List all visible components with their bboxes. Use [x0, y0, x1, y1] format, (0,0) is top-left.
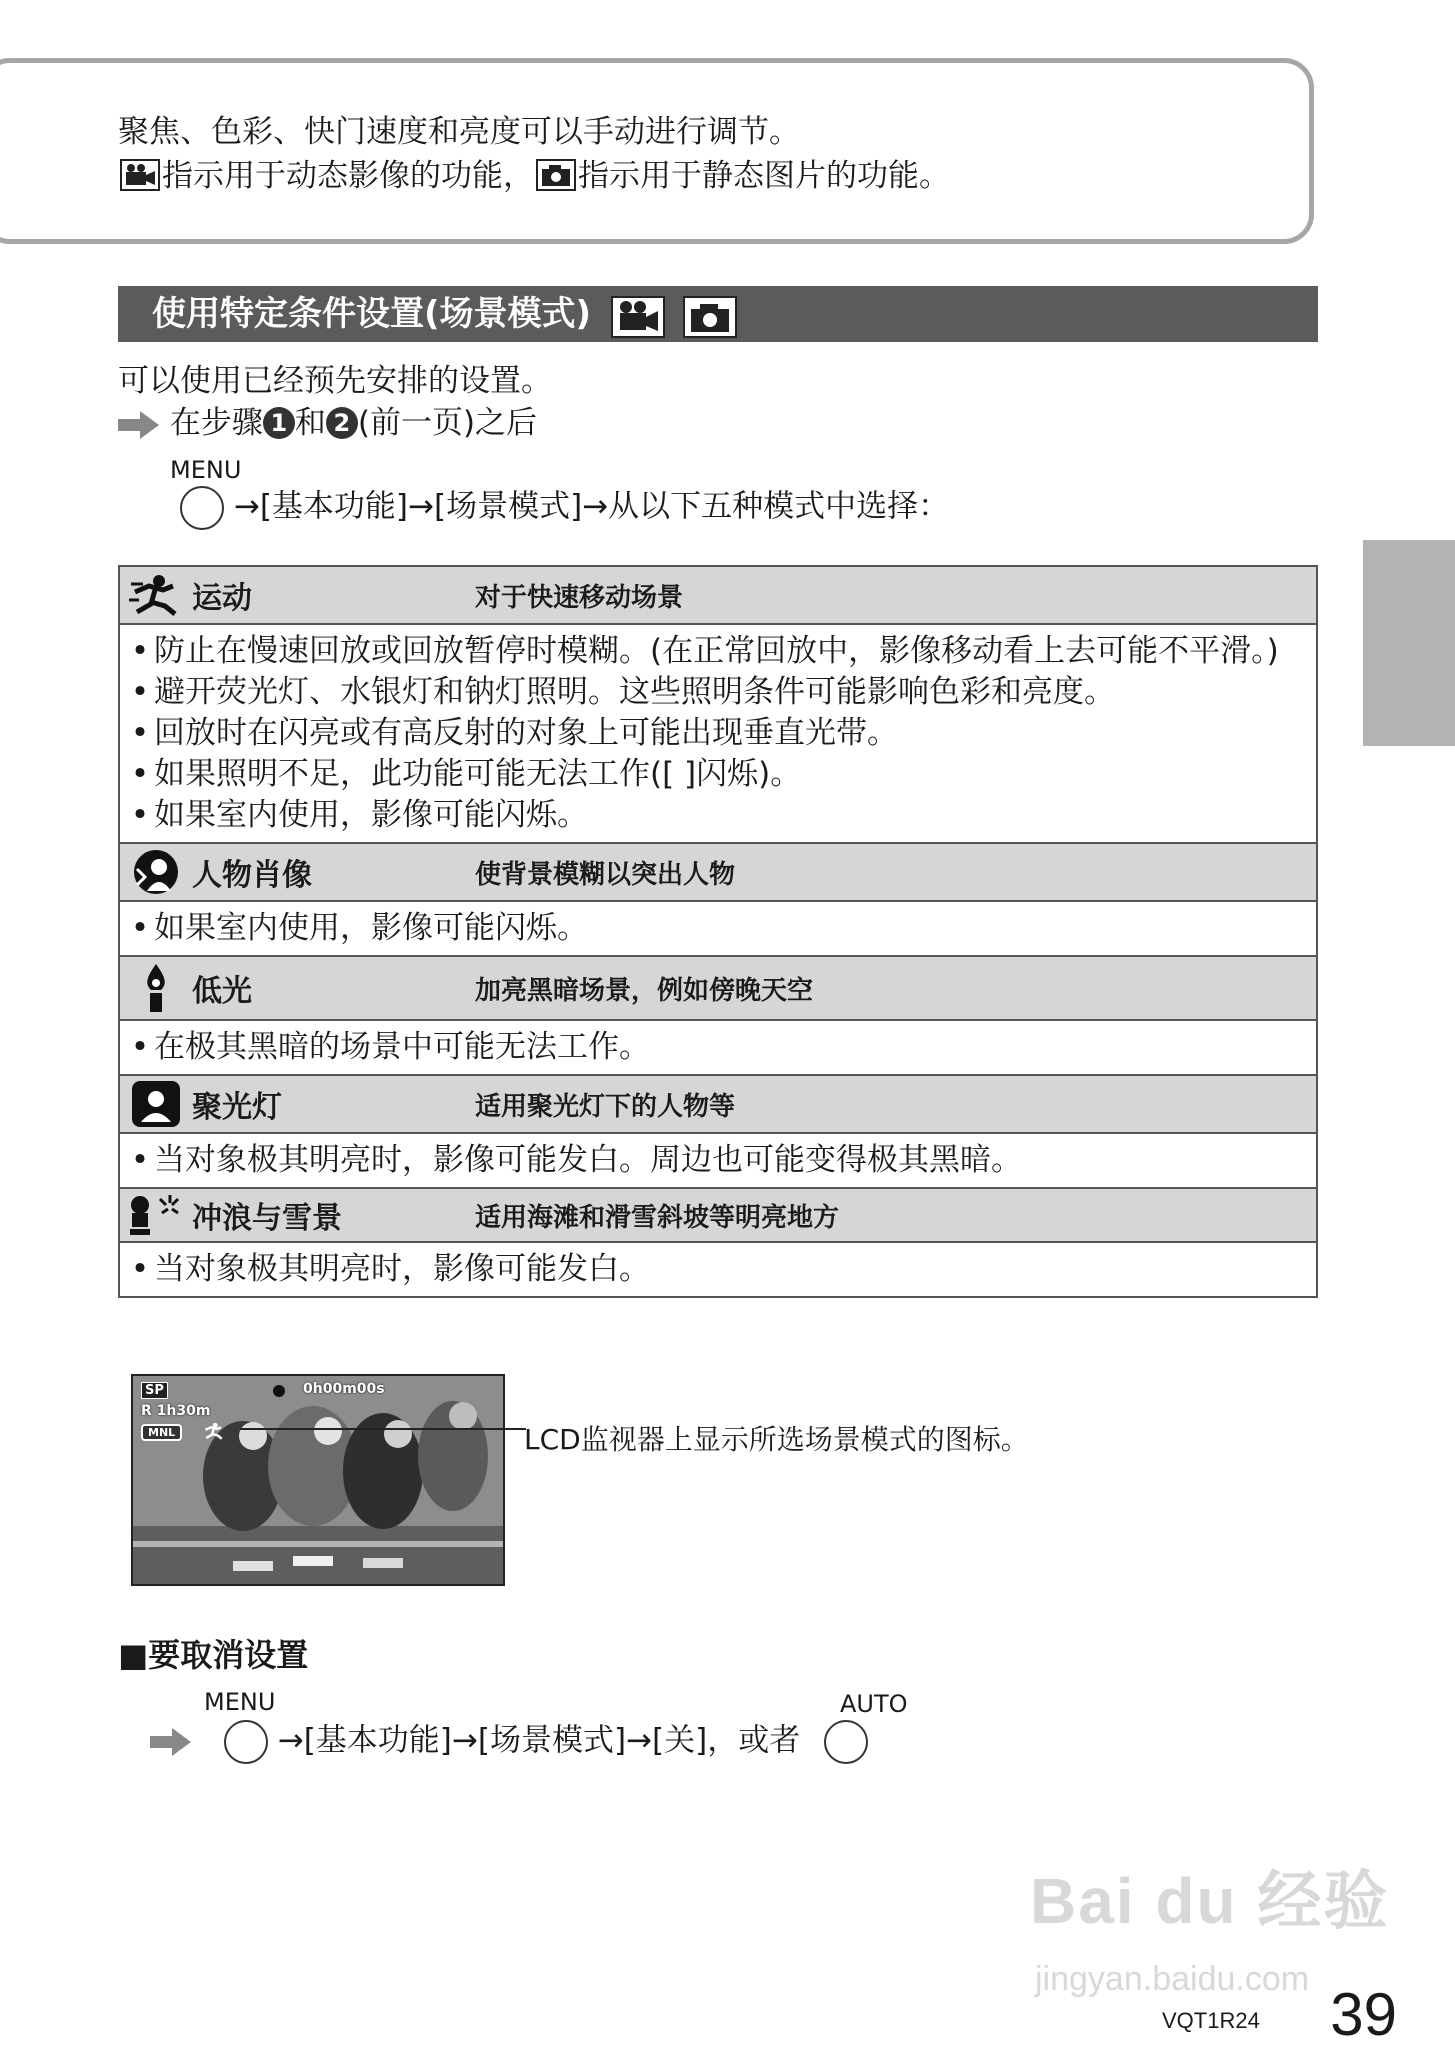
surf-snow-icon [126, 1193, 186, 1237]
baidu-watermark-url: jingyan.baidu.com [1035, 1960, 1310, 1998]
cancel-title: ■要取消设置 [118, 1636, 309, 1674]
list-item: • 当对象极其明亮时，影像可能发白。周边也可能变得极其黑暗。 [130, 1142, 1022, 1178]
lcd-remain: R 1h30m [141, 1403, 211, 1419]
arrow-right-icon [118, 410, 160, 440]
mode-name-low-light: 低光 [192, 974, 252, 1009]
mode-desc-surf-snow: 适用海滩和滑雪斜坡等明亮地方 [475, 1202, 840, 1233]
intro-line-1: 聚焦、色彩、快门速度和亮度可以手动进行调节。 [118, 114, 800, 150]
lcd-mnl-badge: MNL [141, 1424, 182, 1441]
mode-desc-sports: 对于快速移动场景 [475, 582, 684, 613]
mode-desc-low-light: 加亮黑暗场景，例如傍晚天空 [475, 975, 814, 1006]
mode-notes-surf-snow [120, 1243, 1316, 1296]
list-item: • 回放时在闪亮或有高反射的对象上可能出现垂直光带。 [130, 715, 898, 751]
record-dot-icon [273, 1385, 285, 1397]
arrow-right-icon [150, 1727, 192, 1757]
auto-button[interactable] [824, 1720, 868, 1764]
baidu-watermark: Bai du 经验 [1030, 1865, 1390, 1937]
step-prefix: 在步骤 [169, 405, 263, 441]
intro-line-2b: 指示用于静态图片的功能。 [578, 158, 950, 194]
step-number-1: 1 [263, 407, 295, 439]
cancel-path: →[基本功能]→[场景模式]→[关]，或者 [277, 1722, 801, 1759]
menu-button[interactable] [224, 1720, 268, 1764]
movie-mode-icon [120, 159, 160, 191]
sports-icon [129, 574, 183, 616]
step-number-2: 2 [326, 407, 358, 439]
mode-notes-spotlight [120, 1134, 1316, 1189]
menu-button[interactable] [180, 486, 224, 530]
mode-desc-portrait: 使背景模糊以突出人物 [475, 859, 736, 890]
lcd-caption: LCD监视器上显示所选场景模式的图标。 [524, 1423, 1029, 1456]
spotlight-icon [131, 1080, 181, 1128]
step-suffix: (前一页)之后 [357, 405, 538, 441]
list-item: • 在极其黑暗的场景中可能无法工作。 [130, 1029, 650, 1065]
page-number: 39 [1330, 1981, 1397, 2048]
menu-path-line [180, 486, 949, 530]
mode-row-sports [120, 567, 1316, 625]
cancel-auto-label: AUTO [840, 1690, 908, 1718]
section-banner [118, 286, 1318, 342]
scene-mode-table [118, 565, 1318, 1298]
step-line [118, 403, 537, 443]
cancel-menu-label: MENU [204, 1688, 276, 1716]
lcd-sp-badge: SP [141, 1382, 168, 1399]
list-item: • 避开荧光灯、水银灯和钠灯照明。这些照明条件可能影响色彩和亮度。 [130, 674, 1115, 710]
portrait-icon [131, 847, 181, 897]
list-item: • 如果室内使用，影像可能闪烁。 [130, 797, 588, 833]
list-item: • 如果照明不足，此功能可能无法工作([ ]闪烁)。 [130, 756, 802, 792]
mode-notes-sports [120, 625, 1316, 844]
mode-name-sports: 运动 [192, 581, 252, 616]
section-intro: 可以使用已经预先安排的设置。 [118, 363, 552, 399]
photo-mode-icon [683, 296, 737, 338]
lcd-time: 0h00m00s [303, 1381, 385, 1397]
mode-desc-spotlight: 适用聚光灯下的人物等 [475, 1091, 736, 1122]
sports-icon [203, 1422, 225, 1440]
menu-path: →[基本功能]→[场景模式]→从以下五种模式中选择： [233, 488, 950, 525]
menu-label: MENU [170, 456, 242, 484]
mode-row-portrait [120, 844, 1316, 902]
low-light-icon [141, 962, 171, 1014]
mode-row-low-light [120, 957, 1316, 1021]
section-title: 使用特定条件设置(场景模式) [152, 294, 592, 334]
mode-row-spotlight [120, 1076, 1316, 1134]
mode-row-surf-snow [120, 1189, 1316, 1243]
mode-notes-portrait [120, 902, 1316, 957]
mode-name-portrait: 人物肖像 [192, 858, 312, 893]
intro-line-2 [118, 156, 950, 196]
photo-mode-icon [536, 159, 576, 191]
mode-notes-low-light [120, 1021, 1316, 1076]
list-item: • 防止在慢速回放或回放暂停时模糊。(在正常回放中，影像移动看上去可能不平滑。) [130, 633, 1279, 669]
cancel-path-line [150, 1720, 868, 1764]
intro-line-2a: 指示用于动态影像的功能， [162, 158, 534, 194]
mode-name-surf-snow: 冲浪与雪景 [192, 1201, 342, 1236]
lcd-preview-image [131, 1374, 505, 1586]
movie-mode-icon [611, 296, 665, 338]
section-tab [1363, 540, 1455, 746]
callout-line [240, 1427, 526, 1431]
list-item: • 如果室内使用，影像可能闪烁。 [130, 910, 588, 946]
list-item: • 当对象极其明亮时，影像可能发白。 [130, 1251, 650, 1287]
model-code: VQT1R24 [1162, 2008, 1260, 2033]
step-and: 和 [294, 405, 326, 441]
mode-name-spotlight: 聚光灯 [192, 1090, 282, 1125]
